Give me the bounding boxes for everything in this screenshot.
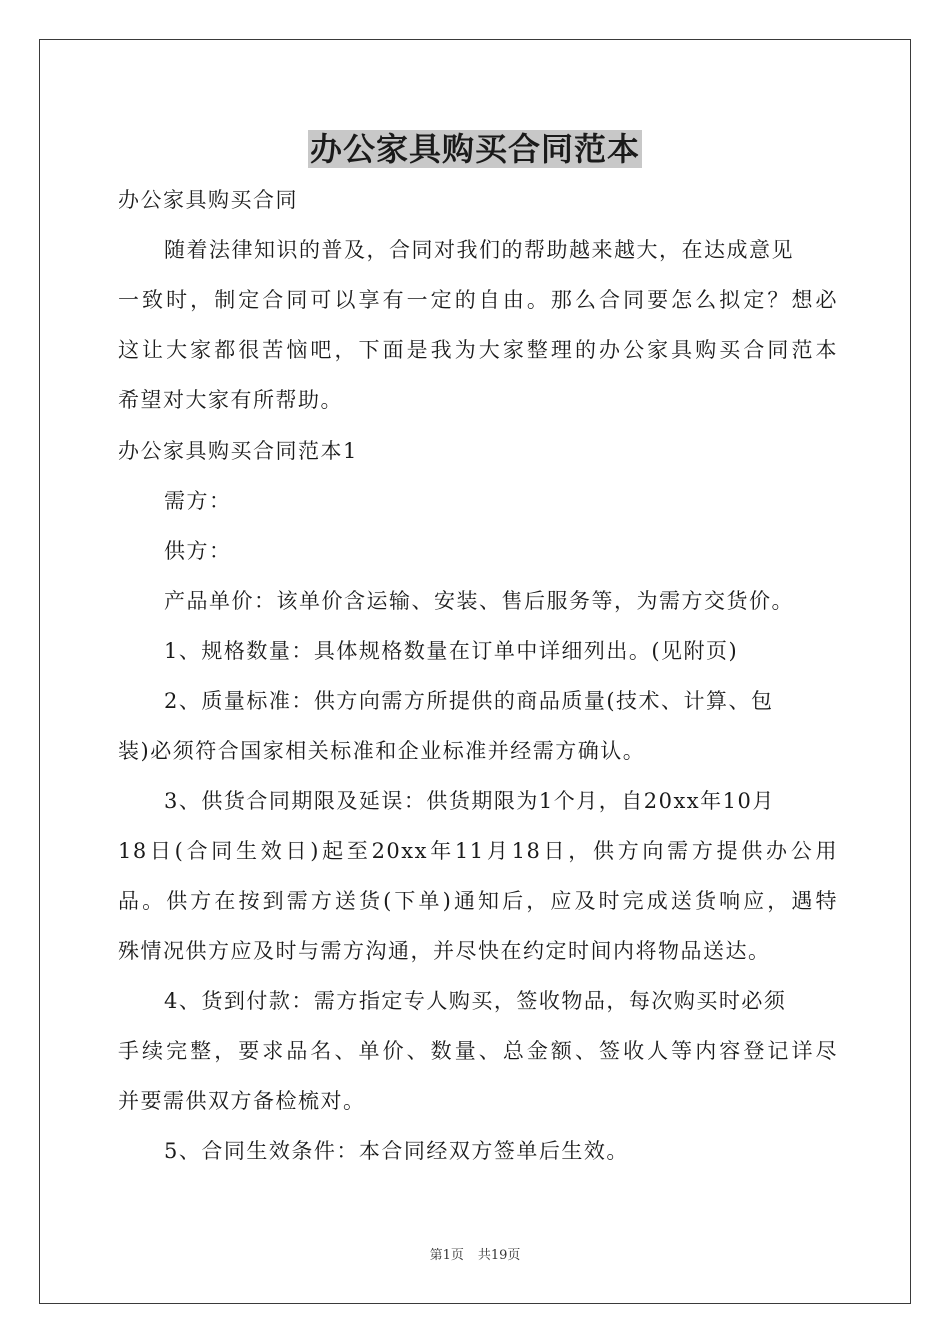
page-number: 第1页 xyxy=(429,1248,464,1263)
supplier-field: 供方： xyxy=(164,539,232,563)
document-title-text: 办公家具购买合同范本 xyxy=(309,130,640,168)
clause-4-line: 4、货到付款：需方指定专人购买，签收物品，每次购买时必须 xyxy=(164,989,787,1013)
document-title xyxy=(0,128,950,170)
unit-price-clause: 产品单价：该单价含运输、安装、售后服务等，为需方交货价。 xyxy=(164,589,794,613)
section-heading: 办公家具购买合同范本1 xyxy=(118,439,358,463)
total-pages: 共19页 xyxy=(477,1248,521,1263)
intro-paragraph-line: 希望对大家有所帮助。 xyxy=(118,388,343,412)
clause-2-line: 2、质量标准：供方向需方所提供的商品质量(技术、计算、包 xyxy=(164,689,774,713)
clause-3-line: 3、供货合同期限及延误：供货期限为1个月，自20xx年10月 xyxy=(164,789,775,813)
clause-4-line: 并要需供双方备检梳对。 xyxy=(118,1089,366,1113)
clause-3-line: 18日(合同生效日)起至20xx年11月18日，供方向需方提供办公用 xyxy=(118,839,838,863)
clause-3-line: 品。供方在按到需方送货(下单)通知后，应及时完成送货响应，遇特 xyxy=(118,889,838,913)
clause-1: 1、规格数量：具体规格数量在订单中详细列出。(见附页) xyxy=(164,639,739,663)
buyer-field: 需方： xyxy=(164,489,232,513)
clause-2-line: 装)必须符合国家相关标准和企业标准并经需方确认。 xyxy=(118,739,646,763)
contract-heading: 办公家具购买合同 xyxy=(118,188,298,212)
clause-4-line: 手续完整，要求品名、单价、数量、总金额、签收人等内容登记详尽 xyxy=(118,1039,838,1063)
page-footer xyxy=(0,1247,950,1265)
clause-3-line: 殊情况供方应及时与需方沟通，并尽快在约定时间内将物品送达。 xyxy=(118,939,771,963)
intro-paragraph-line: 这让大家都很苦恼吧，下面是我为大家整理的办公家具购买合同范本 xyxy=(118,338,838,362)
intro-paragraph-line: 一致时，制定合同可以享有一定的自由。那么合同要怎么拟定？想必 xyxy=(118,288,838,312)
intro-paragraph-line: 随着法律知识的普及，合同对我们的帮助越来越大，在达成意见 xyxy=(164,238,794,262)
clause-5: 5、合同生效条件：本合同经双方签单后生效。 xyxy=(164,1139,629,1163)
